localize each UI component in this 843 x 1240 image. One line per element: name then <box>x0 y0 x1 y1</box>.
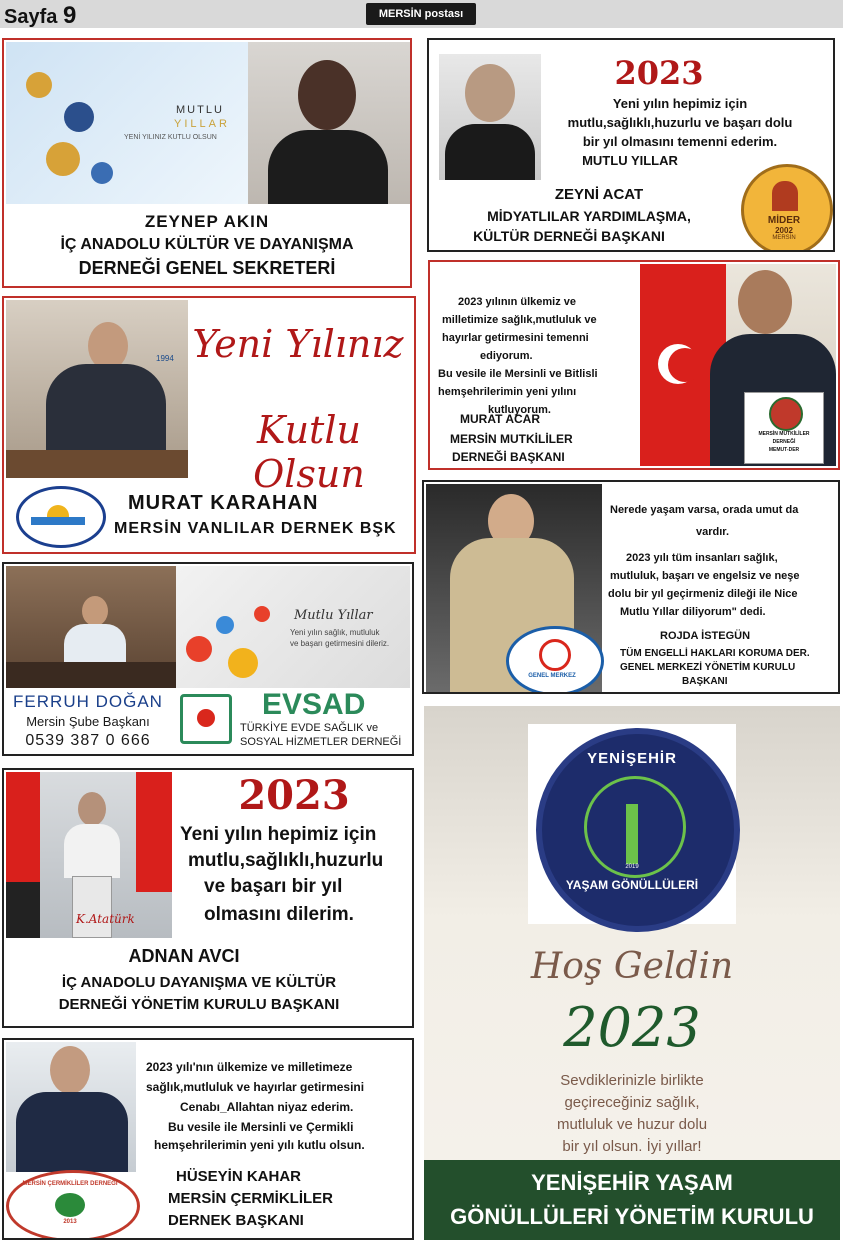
logo-line-1: MERSİN MUTKİLİLER <box>758 431 810 437</box>
message-line-6: Mutlu Yıllar diliyorum" dedi. <box>620 606 766 618</box>
message-line-4: mutluluk, başarı ve engelsiz ve neşe <box>610 570 800 582</box>
ad-zeyni-acat <box>427 38 835 252</box>
portrait-body <box>64 624 126 664</box>
org-line-1: İÇ ANADOLU DAYANIŞMA VE KÜLTÜR <box>61 974 337 991</box>
desk <box>6 450 188 478</box>
masthead-logo: MERSİN postası <box>366 3 476 25</box>
person-name: ADNAN AVCI <box>128 946 240 966</box>
org-line-1: MİDYATLILAR YARDIMLAŞMA, <box>487 208 691 224</box>
podium <box>72 876 112 938</box>
message-line-3: hayırlar getirmesini temenni <box>442 332 589 344</box>
ad-adnan-avci <box>2 768 414 1028</box>
evsad-house-icon <box>180 694 232 744</box>
ornament-icon <box>254 606 270 622</box>
brand-name: EVSAD <box>262 688 366 721</box>
message-line-4: bir yıl olsun. İyi yıllar! <box>562 1138 702 1155</box>
person-name: MURAT KARAHAN <box>128 492 319 514</box>
script-line-1: Yeni Yılınız <box>192 322 404 366</box>
logo-year: 2013 <box>63 1219 77 1225</box>
message-line-6: hemşehrilerimin yeni yılını <box>438 386 577 398</box>
ornament-icon <box>216 616 234 634</box>
ad-yenisehir-yasam <box>424 706 840 1240</box>
party-flag <box>136 772 172 892</box>
portrait-body <box>46 364 166 460</box>
script-line-2: Kutlu Olsun <box>253 408 365 496</box>
portrait-head <box>465 64 515 122</box>
phone-number: 0539 387 0 666 <box>25 732 151 749</box>
org-line-2: KÜLTÜR DERNEĞİ BAŞKANI <box>473 228 665 244</box>
ad-rojda-istegun <box>422 480 840 694</box>
portrait-head <box>82 596 108 626</box>
card-subtitle-2: ve başarı getirmesini dileriz. <box>290 639 390 648</box>
tree-trunk <box>626 804 638 864</box>
ad-ferruh-dogan <box>2 562 414 756</box>
org-line-1: İÇ ANADOLU KÜLTÜR VE DAYANIŞMA <box>60 236 354 253</box>
person-title: Mersin Şube Başkanı <box>26 714 150 729</box>
logo-emblem <box>769 397 803 431</box>
heart-icon <box>197 709 215 727</box>
ornament-icon <box>64 102 94 132</box>
portrait-head <box>50 1046 90 1094</box>
turkish-flag <box>6 772 40 892</box>
message-line-3: ve başarı bir yıl <box>204 876 343 897</box>
message-line-2: mutlu,sağlıklı,huzurlu ve başarı dolu <box>567 115 793 130</box>
message-line-1: 2023 yılının ülkemiz ve <box>458 296 577 308</box>
portrait-photo <box>6 566 176 688</box>
logo-text: MİDER <box>767 215 801 226</box>
message-line-1: Nerede yaşam varsa, orada umut da <box>610 504 799 516</box>
ornament-icon <box>91 162 113 184</box>
message-line-7: kutluyorum. <box>488 404 551 416</box>
person-name: ROJDA İSTEGÜN <box>660 630 751 642</box>
message-line-2: vardır. <box>696 526 730 538</box>
portrait-body <box>64 824 120 878</box>
card-title: Mutlu Yıllar <box>294 608 373 623</box>
message-line-3: 2023 yılı tüm insanları sağlık, <box>626 552 778 564</box>
org-line-2: DERNEĞİ GENEL SEKRETERİ <box>78 258 336 278</box>
org-line-2: DERNEĞİ BAŞKANI <box>452 450 565 464</box>
portrait-body <box>445 124 535 180</box>
card-title2: YILLAR <box>174 118 230 130</box>
card-subtitle-1: Yeni yılın sağlık, mutluluk <box>290 628 380 637</box>
person-name: FERRUH DOĞAN <box>13 692 163 711</box>
message-line-3: Cenabı_Allahtan niyaz ederim. <box>180 1100 354 1114</box>
message-line-3: mutluluk ve huzur dolu <box>556 1116 708 1133</box>
message-line-4: MUTLU YILLAR <box>582 153 678 168</box>
new-year-card-image <box>176 566 410 688</box>
vanlilar-logo <box>16 486 106 548</box>
logo-line-2: DERNEĞİ <box>772 439 796 445</box>
footer-banner <box>424 1160 840 1240</box>
logo-top-text: YENİŞEHİR <box>587 750 677 767</box>
logo-year: 2019 <box>625 864 639 870</box>
card-subtitle: YENİ YILINIZ KUTLU OLSUN <box>124 134 217 141</box>
sun-icon <box>47 505 69 517</box>
memutder-logo <box>744 392 824 464</box>
person-name: ZEYNİ ACAT <box>554 186 644 203</box>
org-line-1: TÜM ENGELLİ HAKLARI KORUMA DER. <box>620 648 810 659</box>
message-line-2: mutlu,sağlıklı,huzurlu <box>188 850 384 871</box>
ad-huseyin-kahar <box>2 1038 414 1240</box>
water-icon <box>31 517 85 525</box>
portrait-photo <box>640 264 836 466</box>
ataturk-figure <box>6 882 40 938</box>
sign-year: 1994 <box>156 354 174 363</box>
year-heading: 2023 <box>563 996 701 1059</box>
org-line: MERSİN VANLILAR DERNEK BŞK <box>114 520 397 537</box>
message-line-2: sağlık,mutluluk ve hayırlar getirmesini <box>146 1080 365 1094</box>
person-name: MURAT ACAR <box>460 412 540 426</box>
mosque-icon <box>772 181 798 211</box>
portrait-photo <box>6 1042 136 1172</box>
message-line-5: dolu bir yıl geçirmeniz dileği ile Nice <box>608 588 798 600</box>
person-name: HÜSEYİN KAHAR <box>176 1168 302 1185</box>
message-line-1: Sevdiklerinizle birlikte <box>560 1072 704 1089</box>
message-line-5: Bu vesile ile Mersinli ve Bitlisli <box>438 368 598 380</box>
message-line-1: Yeni yılın hepimiz için <box>612 96 748 111</box>
welcome-text: Hoş Geldin <box>530 946 734 987</box>
org-line-2: DERNEK BAŞKANI <box>168 1212 304 1229</box>
ornament-icon <box>186 636 212 662</box>
footer-line-1: YENİŞEHİR YAŞAM <box>531 1170 733 1195</box>
ornament-icon <box>228 648 258 678</box>
logo-city: MERSİN <box>772 235 796 241</box>
engelli-logo <box>506 626 604 694</box>
org-line-3: BAŞKANI <box>682 676 728 687</box>
org-line-1: MERSİN MUTKİLİLER <box>450 432 573 446</box>
cermikliler-logo <box>6 1170 140 1240</box>
year-heading: 2023 <box>238 772 350 819</box>
brand-line-2: SOSYAL HİZMETLER DERNEĞİ <box>240 736 402 748</box>
ad-murat-karahan <box>2 296 416 554</box>
yasam-logo <box>536 728 740 932</box>
crescent-inner <box>668 348 702 382</box>
portrait-head <box>298 60 356 130</box>
mider-logo <box>741 164 833 252</box>
portrait-head <box>738 270 792 334</box>
logo-emblem <box>55 1193 85 1217</box>
brand-line-1: TÜRKİYE EVDE SAĞLIK ve <box>240 722 379 734</box>
org-line-2: GENEL MERKEZİ YÖNETİM KURULU <box>620 662 796 673</box>
signature: K.Atatürk <box>76 912 135 926</box>
message-line-2: geçireceğiniz sağlık, <box>564 1094 700 1111</box>
portrait-photo <box>439 54 541 180</box>
message-line-5: hemşehrilerimin yeni yılı kutlu olsun. <box>154 1138 365 1152</box>
logo-text: MERSİN ÇERMİKLİLER DERNEĞİ <box>22 1181 118 1187</box>
portrait-photo <box>248 42 410 204</box>
org-line-1: MERSİN ÇERMİKLİLER <box>168 1190 333 1207</box>
page-number-label: Sayfa 9 <box>4 2 77 29</box>
portrait-body <box>268 130 388 204</box>
logo-bottom-text: YAŞAM GÖNÜLLÜLERİ <box>565 878 699 892</box>
logo-line-3: MEMUT-DER <box>768 447 800 453</box>
message-line-4: Bu vesile ile Mersinli ve Çermikli <box>168 1120 354 1134</box>
portrait-head <box>78 792 106 826</box>
ad-zeynep-akin <box>2 38 412 288</box>
ornament-icon <box>26 72 52 98</box>
portrait-photo <box>6 300 188 478</box>
message-line-4: olmasını dilerim. <box>204 904 354 925</box>
message-line-1: Yeni yılın hepimiz için <box>180 824 377 845</box>
portrait-body <box>16 1092 128 1172</box>
card-title: MUTLU <box>176 104 224 116</box>
footer-line-2: GÖNÜLLÜLERİ YÖNETİM KURULU <box>450 1204 814 1229</box>
new-year-card-image <box>6 42 248 204</box>
message-line-3: bir yıl olmasını temenni ederim. <box>582 134 778 149</box>
logo-text: GENEL MERKEZ <box>528 673 576 679</box>
ad-murat-acar <box>428 260 840 470</box>
message-line-1: 2023 yılı'nın ülkemize ve milletimeze <box>146 1060 353 1074</box>
message-line-2: milletimize sağlık,mutluluk ve <box>442 314 597 326</box>
ornament-icon <box>46 142 80 176</box>
person-name: ZEYNEP AKIN <box>144 212 270 231</box>
year-heading: 2023 <box>614 54 704 92</box>
logo-year: 2002 <box>775 226 793 235</box>
desk <box>6 662 176 688</box>
portrait-photo <box>6 772 172 938</box>
portrait-head <box>88 322 128 370</box>
wheelchair-icon <box>539 639 571 671</box>
org-line-2: DERNEĞİ YÖNETİM KURULU BAŞKANI <box>58 996 340 1013</box>
message-line-4: ediyorum. <box>480 350 533 362</box>
